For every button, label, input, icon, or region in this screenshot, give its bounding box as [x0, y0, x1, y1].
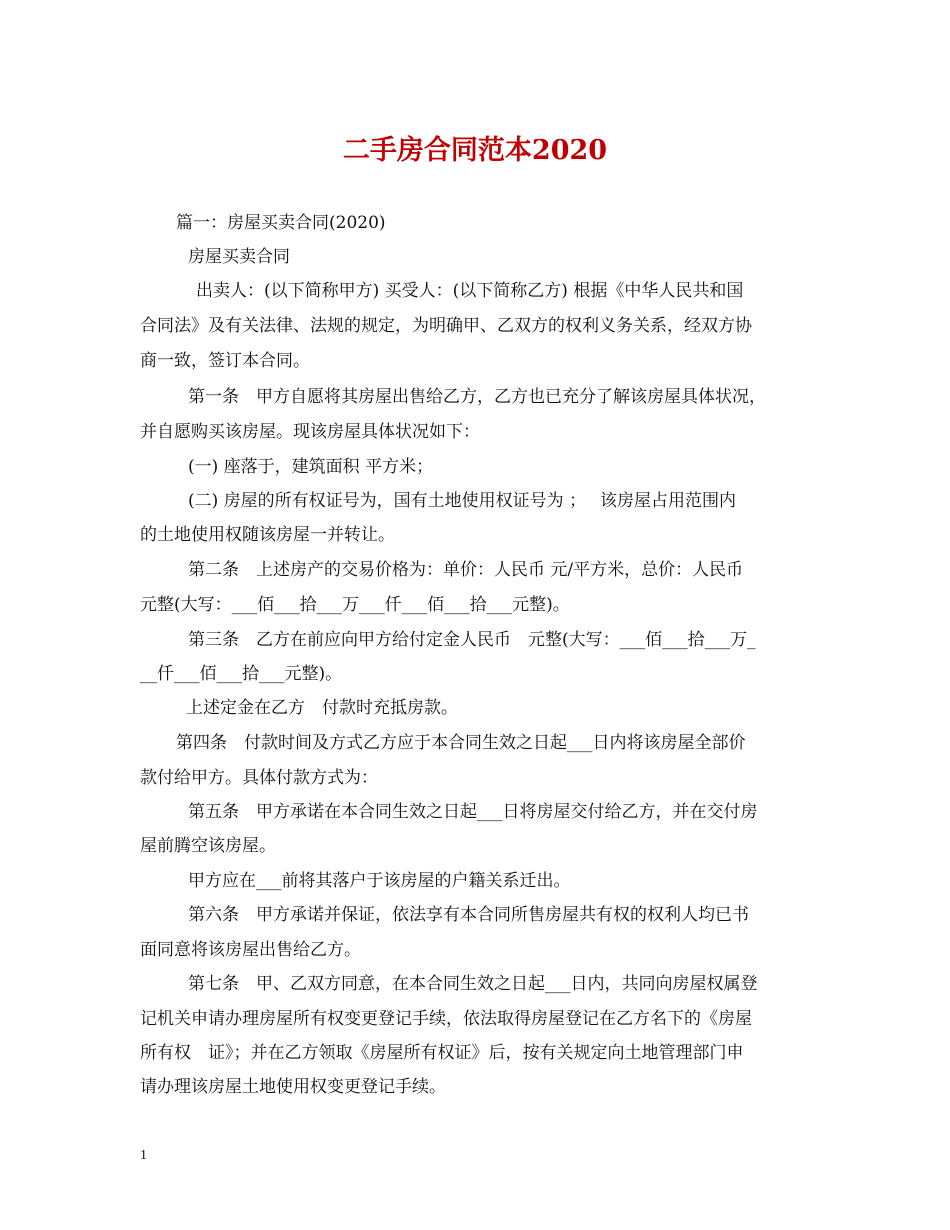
- text-line: 第一条 甲方自愿将其房屋出售给乙方，乙方也已充分了解该房屋具体状况，: [188, 387, 766, 407]
- text-line: 并自愿购买该房屋。现该房屋具体状况如下：: [140, 422, 480, 442]
- text-line: 款付给甲方。具体付款方式为：: [140, 768, 378, 788]
- text-line: 屋前腾空该房屋。: [140, 836, 276, 856]
- text-line: 元整(大写：___佰___拾___万___仟___佰___拾___元整)。: [140, 595, 570, 615]
- text-line: 第五条 甲方承诺在本合同生效之日起___日将房屋交付给乙方，并在交付房: [188, 802, 758, 822]
- text-line: 请办理该房屋土地使用权变更登记手续。: [140, 1077, 446, 1097]
- text-line: 第三条 乙方在前应向甲方给付定金人民币 元整(大写：___佰___拾___万_: [188, 630, 756, 650]
- text-line: 商一致，签订本合同。: [140, 351, 310, 371]
- text-line: 第六条 甲方承诺并保证，依法享有本合同所售房屋共有权的权利人均已书: [188, 905, 749, 925]
- document-title: 二手房合同范本2020: [342, 135, 608, 166]
- text-line: (二) 房屋的所有权证号为，国有土地使用权证号为 ； 该房屋占用范围内: [188, 491, 736, 511]
- text-line: 第七条 甲、乙双方同意，在本合同生效之日起___日内，共同向房屋权属登: [188, 974, 758, 994]
- text-line: 甲方应在___前将其落户于该房屋的户籍关系迁出。: [188, 871, 571, 891]
- text-line: 第四条 付款时间及方式乙方应于本合同生效之日起___日内将该房屋全部价: [176, 733, 746, 753]
- text-line: 所有权 证》；并在乙方领取《房屋所有权证》后，按有关规定向土地管理部门申: [140, 1043, 744, 1063]
- section-heading: 篇一：房屋买卖合同(2020): [176, 213, 386, 233]
- text-line: 合同法》及有关法律、法规的规定，为明确甲、乙双方的权利义务关系，经双方协: [140, 316, 752, 336]
- text-line: 上述定金在乙方 付款时充抵房款。: [186, 698, 458, 718]
- text-line: 记机关申请办理房屋所有权变更登记手续，依法取得房屋登记在乙方名下的《房屋: [140, 1009, 752, 1029]
- text-line: 的土地使用权随该房屋一并转让。: [140, 525, 395, 545]
- text-line: __仟___佰___拾___元整)。: [140, 664, 343, 684]
- text-line: 出卖人：(以下简称甲方) 买受人：(以下简称乙方) 根据《中华人民共和国: [196, 281, 744, 301]
- page-number: 1: [140, 1148, 147, 1163]
- text-line: 面同意将该房屋出售给乙方。: [140, 940, 361, 960]
- text-line: (一) 座落于，建筑面积 平方米；: [188, 457, 434, 477]
- contract-name: 房屋买卖合同: [188, 247, 290, 267]
- text-line: 第二条 上述房产的交易价格为：单价：人民币 元/平方米，总价：人民币: [188, 560, 744, 580]
